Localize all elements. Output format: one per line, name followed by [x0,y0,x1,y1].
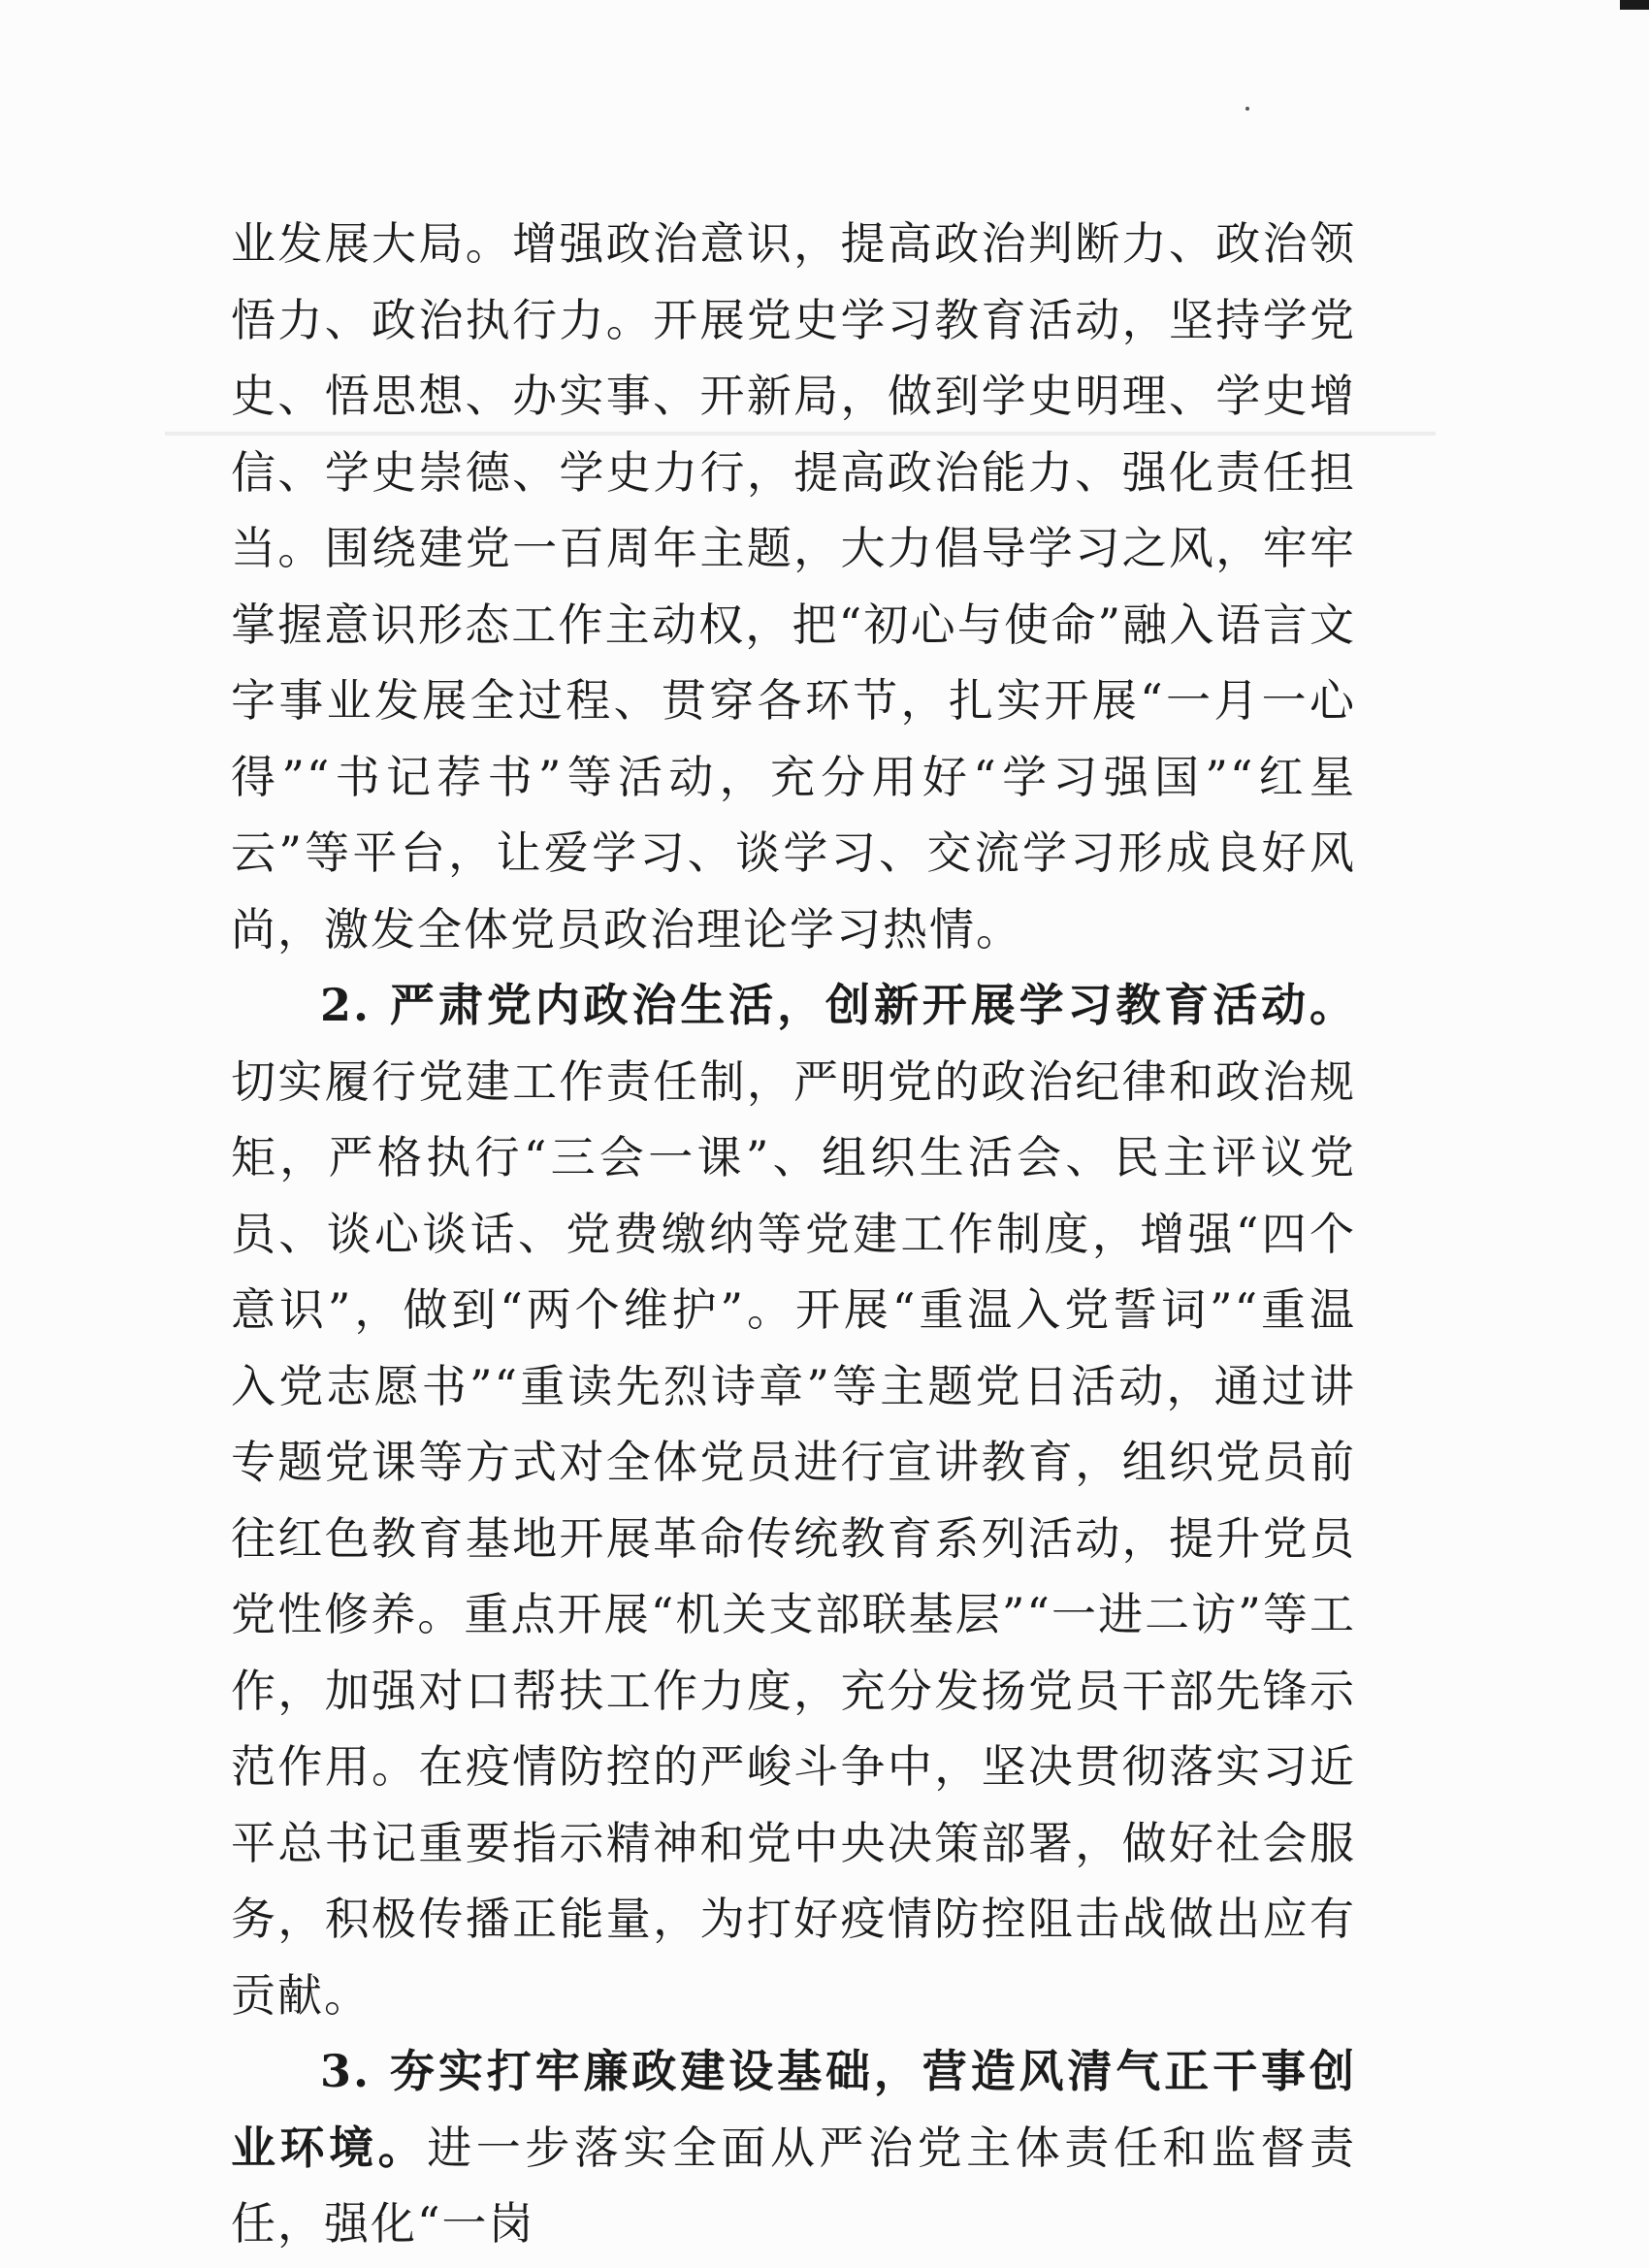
scan-speck [1245,107,1249,111]
document-body [231,206,1356,2262]
paragraph-item-3 [231,2033,1356,2262]
paragraph-text: 切实履行党建工作责任制，严明党的政治纪律和政治规矩，严格执行“三会一课”、组织生活会、民主评议党员、谈心谈话、党费缴纳等党建工作制度，增强“四个意识”，做到“两个维护”。开展“重温入党誓词”“重温入党志愿书”“重读先烈诗章”等主题党日活动，通过讲专题党课等方式对全体党员进行宣讲教育，组织党员前往红色教育基地开展革命传统教育系列活动，提升党员党性修养。重点开展“机关支部联基层”“一进二访”等工作，加强对口帮扶工作力度，充分发扬党员干部先锋示范作用。在疫情防控的严峻斗争中，坚决贯彻落实习近平总书记重要指示精神和党中央决策部署，做好社会服务，积极传播正能量，为打好疫情防控阻击战做出应有贡献。 [231,1054,1356,2022]
paragraph-heading: 2. 严肃党内政治生活，创新开展学习教育活动。 [320,979,1356,1031]
paragraph-item-2 [231,967,1356,2033]
scan-corner-mark [1620,0,1649,10]
paragraph-text: 业发展大局。增强政治意识，提高政治判断力、政治领悟力、政治执行力。开展党史学习教育活动，坚持学党史、悟思想、办实事、开新局，做到学史明理、学史增信、学史崇德、学史力行，提高政治能力、强化责任担当。围绕建党一百周年主题，大力倡导学习之风，牢牢掌握意识形态工作主动权，把“初心与使命”融入语言文字事业发展全过程、贯穿各环节，扎实开展“一月一心得”“书记荐书”等活动，充分用好“学习强国”“红星云”等平台，让爱学习、谈学习、交流学习形成良好风尚，激发全体党员政治理论学习热情。 [231,217,1356,956]
paragraph-heading: 3. 夯实打牢廉政建设基础，营造风清气正干事创业环境。 [231,2045,1356,2174]
paragraph-continuation [231,206,1356,967]
paragraph-text: 进一步落实全面从严治党主体责任和监督责任，强化“一岗 [231,2121,1357,2250]
